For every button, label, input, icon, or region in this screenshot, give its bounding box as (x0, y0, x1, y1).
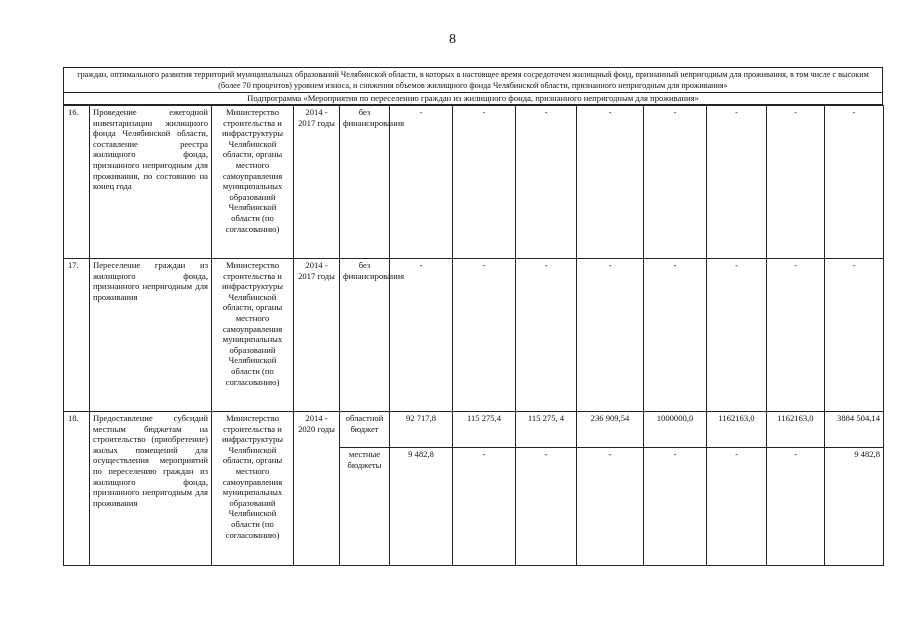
measure-executor: Министерство строительства и инфраструктуры Челябинской области, органы местного самоуправления муниципальных образований Челябинской области (по согласованию) (212, 412, 294, 566)
value-cell: - (767, 106, 825, 259)
measure-years: 2014 - 2020 годы (294, 412, 340, 566)
table-row (64, 412, 884, 448)
value-cell: - (516, 106, 577, 259)
measure-years: 2014 - 2017 годы (294, 259, 340, 412)
table-row (64, 259, 884, 412)
value-cell: - (577, 106, 644, 259)
value-cell: 9 482,8 (825, 448, 884, 566)
value-cell: 1000000,0 (644, 412, 707, 448)
table-row (64, 106, 884, 259)
measures-table (63, 105, 884, 566)
program-goal-text: граждан, оптимального развития территорий муниципальных образований Челябинской области, в которых в настоящее время сосредоточен жилищный фонд, признанный непригодным для проживания, в том числе с высоким (более 70 процентов) уровнем износа, и снижения объемов жилищного фонда Челябинской области, признанного непригодным для проживания» (63, 67, 883, 93)
value-cell: - (767, 448, 825, 566)
row-number: 16. (64, 106, 90, 259)
value-cell: - (453, 448, 516, 566)
value-cell: - (577, 448, 644, 566)
value-cell: - (453, 259, 516, 412)
funding-source: местные бюджеты (347, 449, 382, 470)
row-number: 17. (64, 259, 90, 412)
measure-years: 2014 - 2017 годы (294, 106, 340, 259)
funding-source: областной бюджет (345, 413, 384, 434)
program-table-container (63, 67, 883, 566)
value-cell: - (707, 106, 767, 259)
value-cell: 1162163,0 (767, 412, 825, 448)
measure-name: Переселение граждан из жилищного фонда, признанного непригодным для проживания (90, 259, 212, 412)
page-number: 8 (449, 32, 456, 47)
row-number: 18. (64, 412, 90, 566)
value-cell: 236 909,54 (577, 412, 644, 448)
value-cell: - (577, 259, 644, 412)
measure-executor: Министерство строительства и инфраструктуры Челябинской области, органы местного самоуправления муниципальных образований Челябинской области (по согласованию) (212, 259, 294, 412)
value-cell: - (644, 106, 707, 259)
value-cell: 92 717,8 (390, 412, 453, 448)
value-cell: - (453, 106, 516, 259)
funding-source-cell (340, 448, 390, 566)
value-cell: - (390, 259, 453, 412)
value-cell: - (644, 259, 707, 412)
funding-source: без финансирования (343, 107, 405, 128)
funding-source: без финансирования (343, 260, 405, 281)
value-cell: 115 275,4 (453, 412, 516, 448)
value-cell: - (707, 448, 767, 566)
value-cell: 9 482,8 (390, 448, 453, 566)
value-cell: 115 275, 4 (516, 412, 577, 448)
measure-name: Предоставление субсидий местным бюджетам на строительство (приобретение) жилых помещений для осуществления мероприятий по переселению граждан из жилищного фонда, признанного непригодным для проживания (90, 412, 212, 566)
subprogram-title: Подпрограмма «Мероприятия по переселению граждан из жилищного фонда, признанного непригодным для проживания» (63, 93, 883, 105)
value-cell: - (767, 259, 825, 412)
value-cell: 1162163,0 (707, 412, 767, 448)
value-cell: - (516, 259, 577, 412)
value-cell: - (516, 448, 577, 566)
funding-source-cell (340, 412, 390, 448)
value-cell: - (825, 259, 884, 412)
measure-executor: Министерство строительства и инфраструктуры Челябинской области, органы местного самоуправления муниципальных образований Челябинской области (по согласованию) (212, 106, 294, 259)
value-cell: - (707, 259, 767, 412)
funding-source-cell (340, 106, 405, 259)
value-cell: - (825, 106, 884, 259)
value-cell: - (644, 448, 707, 566)
value-cell: - (390, 106, 453, 259)
measure-name: Проведение ежегодной инвентаризации жилищного фонда Челябинской области, составление реестра жилищного фонда, признанного непригодным для проживания, по состоянию на конец года (90, 106, 212, 259)
funding-source-cell (340, 259, 405, 412)
value-cell: 3884 504,14 (825, 412, 884, 448)
